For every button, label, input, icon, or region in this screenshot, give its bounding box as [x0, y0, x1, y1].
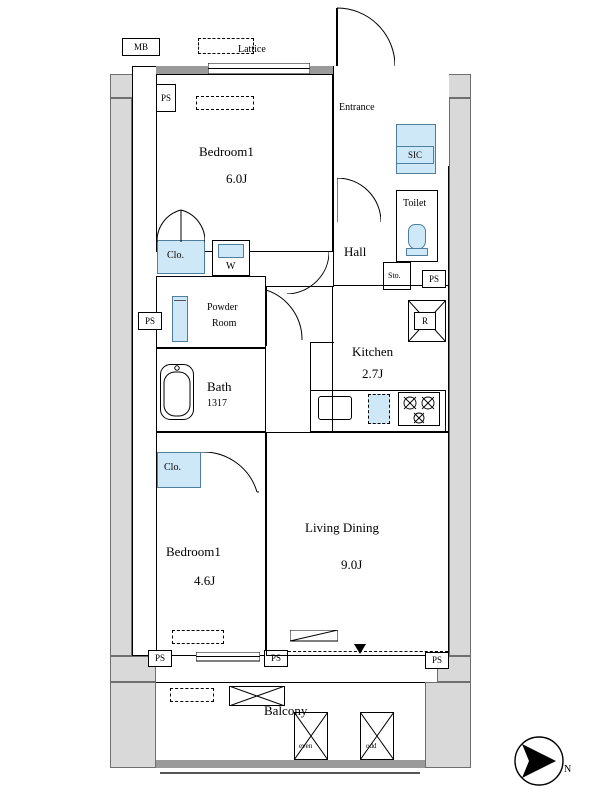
kitchen-sink: [318, 396, 352, 420]
entrance-door-swing: [333, 4, 395, 66]
wall-kitchen-step: [310, 342, 334, 343]
living-sliding-track: [288, 651, 448, 652]
kitchen-area: 2.7J: [362, 366, 384, 381]
balcony-label: Balcony: [264, 703, 308, 718]
closet-bedroom1-label: Clo.: [167, 250, 184, 261]
balcony-partition-odd-x: [360, 712, 394, 760]
ps-box-right: [425, 652, 449, 669]
living-door-marker: [354, 644, 366, 656]
vanity-fixture: [172, 296, 188, 342]
hall-label: Hall: [344, 244, 367, 259]
toilet-fixture: [408, 224, 426, 250]
closet-bedroom2-label: Clo.: [164, 462, 181, 473]
entrance-label: Entrance: [339, 102, 375, 113]
compass: [508, 730, 570, 792]
powder-room-line2: Room: [212, 318, 237, 329]
compass-north-label: N: [564, 764, 572, 775]
powder-room-line1: Powder: [207, 302, 238, 313]
living-dining-room: [266, 432, 449, 656]
sic-label: SIC: [407, 149, 422, 160]
bath-name: Bath: [207, 379, 232, 394]
living-name: Living Dining: [305, 520, 380, 535]
ps-label-5: PS: [270, 653, 281, 663]
hall-door-swing: [337, 178, 381, 222]
balcony-wall-right: [425, 682, 471, 768]
mb-box: [122, 38, 160, 56]
mb-label: MB: [133, 41, 148, 52]
vanity-line: [174, 300, 186, 301]
bedroom2-window: [196, 652, 260, 662]
balcony-even-label: even: [299, 742, 313, 750]
bedroom1-name: Bedroom1: [199, 144, 254, 159]
wall-left-outer: [110, 98, 132, 656]
lattice-label: Lattice: [238, 44, 266, 55]
bath-size: 1317: [207, 398, 227, 409]
kitchen-name: Kitchen: [352, 344, 394, 359]
toilet-label: Toilet: [403, 198, 427, 209]
ps-label-2: PS: [428, 273, 439, 284]
bedroom2-dash-vent: [172, 630, 224, 644]
balcony-odd-label: odd: [366, 742, 377, 750]
bedroom1-area: 6.0J: [226, 171, 248, 186]
living-window-panel: [290, 630, 338, 642]
ps-box-left-mid: [138, 312, 162, 330]
refrigerator-label: R: [421, 315, 428, 326]
kitchen-dishwasher: [368, 394, 390, 424]
refrigerator-label-box: [414, 312, 436, 330]
balcony-wall-left: [110, 682, 156, 768]
wall-hall-vert: [266, 286, 267, 346]
bedroom2-area: 4.6J: [194, 573, 216, 588]
wall-kitchen-top: [310, 342, 311, 432]
ps-box-hall: [422, 270, 446, 288]
balcony-partition-even-x: [294, 712, 328, 760]
ps-label-1: PS: [160, 92, 171, 103]
toilet-tank: [406, 248, 428, 256]
wall-kitchen-left: [332, 286, 333, 432]
ps-label-4: PS: [154, 653, 165, 663]
washer-label: W: [226, 261, 236, 272]
washer-tray: [218, 244, 244, 258]
powder-room-door: [266, 290, 304, 348]
ps-label-6: PS: [431, 655, 442, 665]
bathtub: [160, 364, 194, 420]
balcony-outline: [110, 682, 471, 768]
closet-bedroom2-door: [201, 452, 261, 494]
balcony-rail-line: [160, 772, 420, 774]
ps-label-3: PS: [144, 315, 155, 326]
closet-bedroom1-doors: [157, 208, 205, 242]
ps-box-bottom-left: [148, 650, 172, 667]
living-area: 9.0J: [341, 557, 363, 572]
wall-right-outer: [449, 98, 471, 656]
hall-door-swing-2: [285, 252, 329, 294]
bedroom2-name: Bedroom1: [166, 544, 221, 559]
storage-label: Sto.: [388, 271, 401, 280]
sic-label-box: [396, 146, 434, 164]
kitchen-burners: [398, 392, 440, 426]
balcony-vent-left: [170, 688, 214, 702]
balcony-rail: [156, 760, 425, 768]
wall-hall-bottom: [266, 286, 334, 287]
